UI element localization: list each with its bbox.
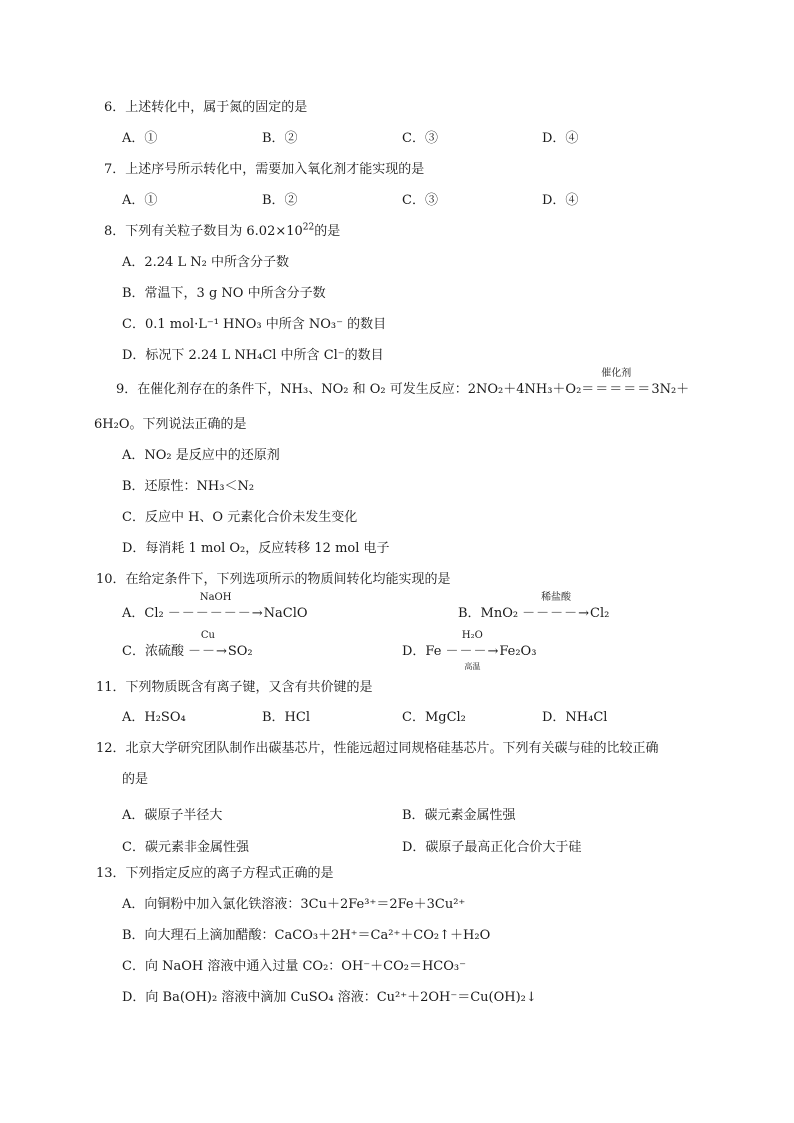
q9-reaction-arrow	[581, 368, 652, 398]
q10-d-arrow	[445, 630, 500, 671]
q8-option-b: B．常温下，3 g NO 中所含分子数	[122, 286, 326, 301]
q10-d-reagent: H₂O	[461, 630, 483, 641]
q12-option-c: C．碳元素非金属性强	[122, 840, 249, 855]
q9-option-d: D．每消耗 1 mol O₂，反应转移 12 mol 电子	[122, 541, 390, 556]
q12-option-d: D．碳原子最高正化合价大于硅	[402, 840, 582, 855]
q10-option-a	[122, 592, 308, 622]
q12-stem-continued: 的是	[122, 772, 149, 787]
q6-option-c: C．③	[402, 131, 438, 146]
q13-option-d: D．向 Ba(OH)₂ 溶液中滴加 CuSO₄ 溶液：Cu²⁺＋2OH⁻＝Cu(OH)₂↓	[122, 990, 537, 1005]
q9-stem	[116, 368, 690, 398]
q9-stem-continued: 6H₂O。下列说法正确的是	[94, 417, 247, 432]
q10-c-product: SO₂	[227, 644, 253, 659]
q8-option-d: D．标况下 2.24 L NH₄Cl 中所含 Cl⁻的数目	[122, 348, 384, 363]
q10-b-arrow-line: －－－－→	[522, 606, 591, 621]
q10-stem: 10．在给定条件下，下列选项所示的物质间转化均能实现的是	[96, 572, 451, 587]
q10-d-condition: 高温	[464, 662, 481, 671]
q10-b-arrow	[522, 592, 591, 622]
q11-stem: 11．下列物质既含有离子键，又含有共价键的是	[96, 680, 373, 695]
q10-c-arrow-line: －－→	[187, 644, 228, 659]
q6-option-a: A．①	[122, 131, 158, 146]
q8-stem	[104, 224, 340, 240]
q10-a-arrow-line: －－－－－－→	[167, 606, 264, 621]
q12-stem: 12．北京大学研究团队制作出碳基芯片，性能远超过同规格硅基芯片。下列有关碳与硅的比较正确	[96, 741, 659, 756]
q8-stem-exponent: 22	[302, 222, 315, 233]
q7-option-b: B．②	[262, 193, 298, 208]
q9-catalyst-label: 催化剂	[601, 368, 632, 379]
q8-option-c: C．0.1 mol·L⁻¹ HNO₃ 中所含 NO₃⁻ 的数目	[122, 317, 387, 332]
q11-option-d: D．NH₄Cl	[542, 710, 608, 725]
q13-option-c: C．向 NaOH 溶液中通入过量 CO₂：OH⁻＋CO₂＝HCO₃⁻	[122, 959, 466, 974]
q6-option-b: B．②	[262, 131, 298, 146]
q10-a-reactant: A．Cl₂	[122, 606, 164, 621]
q13-option-b: B．向大理石上滴加醋酸：CaCO₃＋2H⁺＝Ca²⁺＋CO₂↑＋H₂O	[122, 928, 491, 943]
q10-d-arrow-line: －－－→	[445, 644, 500, 659]
q10-d-product: Fe₂O₃	[499, 644, 537, 659]
q8-stem-text: 8．下列有关粒子数目为 6.02×10	[104, 224, 303, 239]
q10-c-arrow	[187, 630, 228, 660]
q10-option-c	[122, 630, 253, 660]
q10-b-reagent: 稀盐酸	[541, 592, 572, 603]
q8-stem-tail: 的是	[314, 224, 341, 239]
q8-option-a: A．2.24 L N₂ 中所含分子数	[122, 255, 289, 270]
q9-stem-product: 3N₂＋	[651, 382, 690, 397]
q13-option-a: A．向铜粉中加入氯化铁溶液：3Cu＋2Fe³⁺＝2Fe＋3Cu²⁺	[122, 897, 466, 912]
q12-option-a: A．碳原子半径大	[122, 808, 223, 823]
q9-option-a: A．NO₂ 是反应中的还原剂	[122, 448, 280, 463]
q10-a-reagent: NaOH	[199, 592, 232, 603]
q10-option-d	[402, 630, 537, 671]
q7-option-d: D．④	[542, 193, 579, 208]
q10-c-reagent: Cu	[200, 630, 215, 641]
q9-option-c: C．反应中 H、O 元素化合价未发生变化	[122, 510, 358, 525]
q9-option-b: B．还原性：NH₃＜N₂	[122, 479, 255, 494]
q9-stem-text: 9．在催化剂存在的条件下，NH₃、NO₂ 和 O₂ 可发生反应：2NO₂＋4NH₃＋O₂	[116, 382, 582, 397]
q11-option-a: A．H₂SO₄	[122, 710, 186, 725]
q12-option-b: B．碳元素金属性强	[402, 808, 516, 823]
q10-b-product: Cl₂	[590, 606, 610, 621]
q13-stem: 13．下列指定反应的离子方程式正确的是	[96, 866, 334, 881]
q10-b-reactant: B．MnO₂	[458, 606, 519, 621]
q10-c-reactant: C．浓硫酸	[122, 644, 184, 659]
q7-option-a: A．①	[122, 193, 158, 208]
q10-a-product: NaClO	[263, 606, 308, 621]
q6-stem: 6．上述转化中，属于氮的固定的是	[104, 100, 308, 115]
q10-d-reactant: D．Fe	[402, 644, 442, 659]
q7-option-c: C．③	[402, 193, 438, 208]
q10-option-b	[458, 592, 610, 622]
q10-a-arrow	[167, 592, 264, 622]
q6-option-d: D．④	[542, 131, 579, 146]
q11-option-c: C．MgCl₂	[402, 710, 466, 725]
q9-equals-arrow: ＝＝＝＝＝	[581, 382, 652, 397]
q11-option-b: B．HCl	[262, 710, 310, 725]
q7-stem: 7．上述序号所示转化中，需要加入氧化剂才能实现的是	[104, 162, 425, 177]
